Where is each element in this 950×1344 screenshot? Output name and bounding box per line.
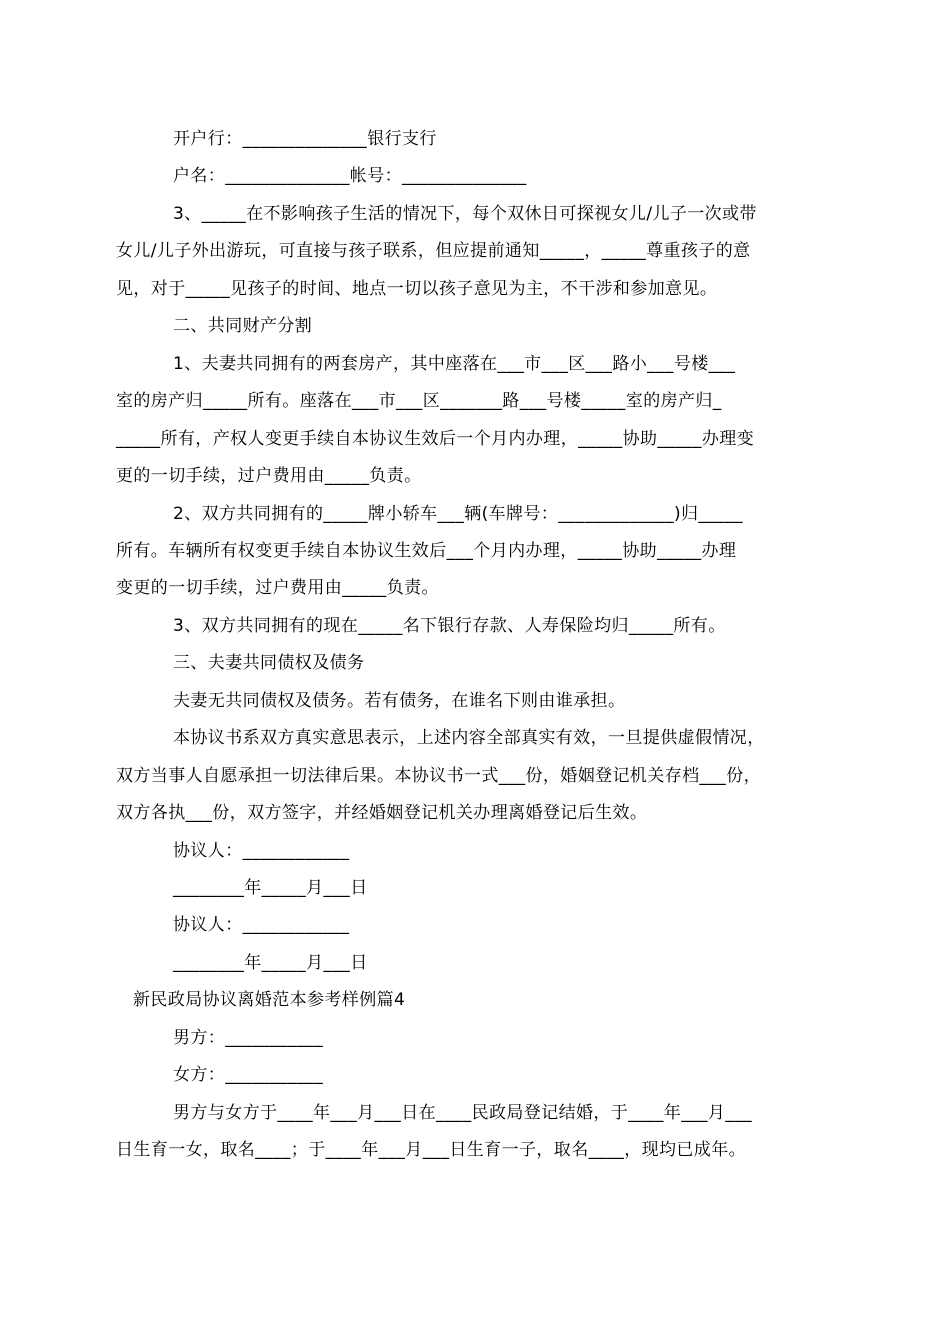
- section-heading: 三、夫妻共同债权及债务: [173, 653, 365, 673]
- section-heading: 二、共同财产分割: [173, 316, 313, 336]
- male-party-line: 男方：___________: [173, 1028, 324, 1048]
- paragraph-line: 夫妻无共同债权及债务。若有债务，在谁名下则由谁承担。: [173, 691, 626, 711]
- signatory-line: 协议人：____________: [173, 915, 350, 935]
- paragraph-line: 日生育一女，取名____；于____年___月___日生育一子，取名____，现均已成年。: [116, 1140, 746, 1160]
- document-title: 新民政局协议离婚范本参考样例篇4: [133, 990, 406, 1010]
- date-line: ________年_____月___日: [173, 878, 368, 898]
- paragraph-line: 室的房产归_____所有。座落在___市___区_______路___号楼_____室的房产归_: [116, 391, 722, 411]
- paragraph-line: 见，对于_____见孩子的时间、地点一切以孩子意见为主，不干涉和参加意见。: [116, 279, 718, 299]
- date-line: ________年_____月___日: [173, 953, 368, 973]
- paragraph-line: 1、夫妻共同拥有的两套房产，其中座落在___市___区___路小___号楼___: [173, 354, 736, 374]
- paragraph-line: 所有。车辆所有权变更手续自本协议生效后___个月内办理，_____协助_____办理: [116, 541, 737, 561]
- paragraph-line: 女儿/儿子外出游玩，可直接与孩子联系，但应提前通知_____，_____尊重孩子的意: [116, 241, 751, 261]
- female-party-line: 女方：___________: [173, 1065, 324, 1085]
- paragraph-line: 男方与女方于____年___月___日在____民政局登记结婚，于____年___月___: [173, 1103, 752, 1123]
- paragraph-line: 3、_____在不影响孩子生活的情况下，每个双休日可探视女儿/儿子一次或带: [173, 204, 757, 224]
- paragraph-line: 双方各执___份，双方签字，并经婚姻登记机关办理离婚登记后生效。: [116, 803, 648, 823]
- paragraph-line: 变更的一切手续，过户费用由_____负责。: [116, 578, 439, 598]
- paragraph-line: 2、双方共同拥有的_____牌小轿车___辆(车牌号：_____________)归_____: [173, 504, 743, 524]
- paragraph-line: 本协议书系双方真实意思表示，上述内容全部真实有效，一旦提供虚假情况，: [173, 728, 765, 748]
- signatory-line: 协议人：____________: [173, 841, 350, 861]
- bank-branch-line: 开户行：______________银行支行: [173, 129, 437, 149]
- account-name-line: 户名：______________帐号：______________: [173, 166, 527, 186]
- paragraph-line: 双方当事人自愿承担一切法律后果。本协议书一式___份，婚姻登记机关存档___份，: [116, 766, 761, 786]
- paragraph-line: 更的一切手续，过户费用由_____负责。: [116, 466, 422, 486]
- paragraph-line: 3、双方共同拥有的现在_____名下银行存款、人寿保险均归_____所有。: [173, 616, 726, 636]
- paragraph-line: _____所有，产权人变更手续自本协议生效后一个月内办理，_____协助_____办理变: [116, 429, 755, 449]
